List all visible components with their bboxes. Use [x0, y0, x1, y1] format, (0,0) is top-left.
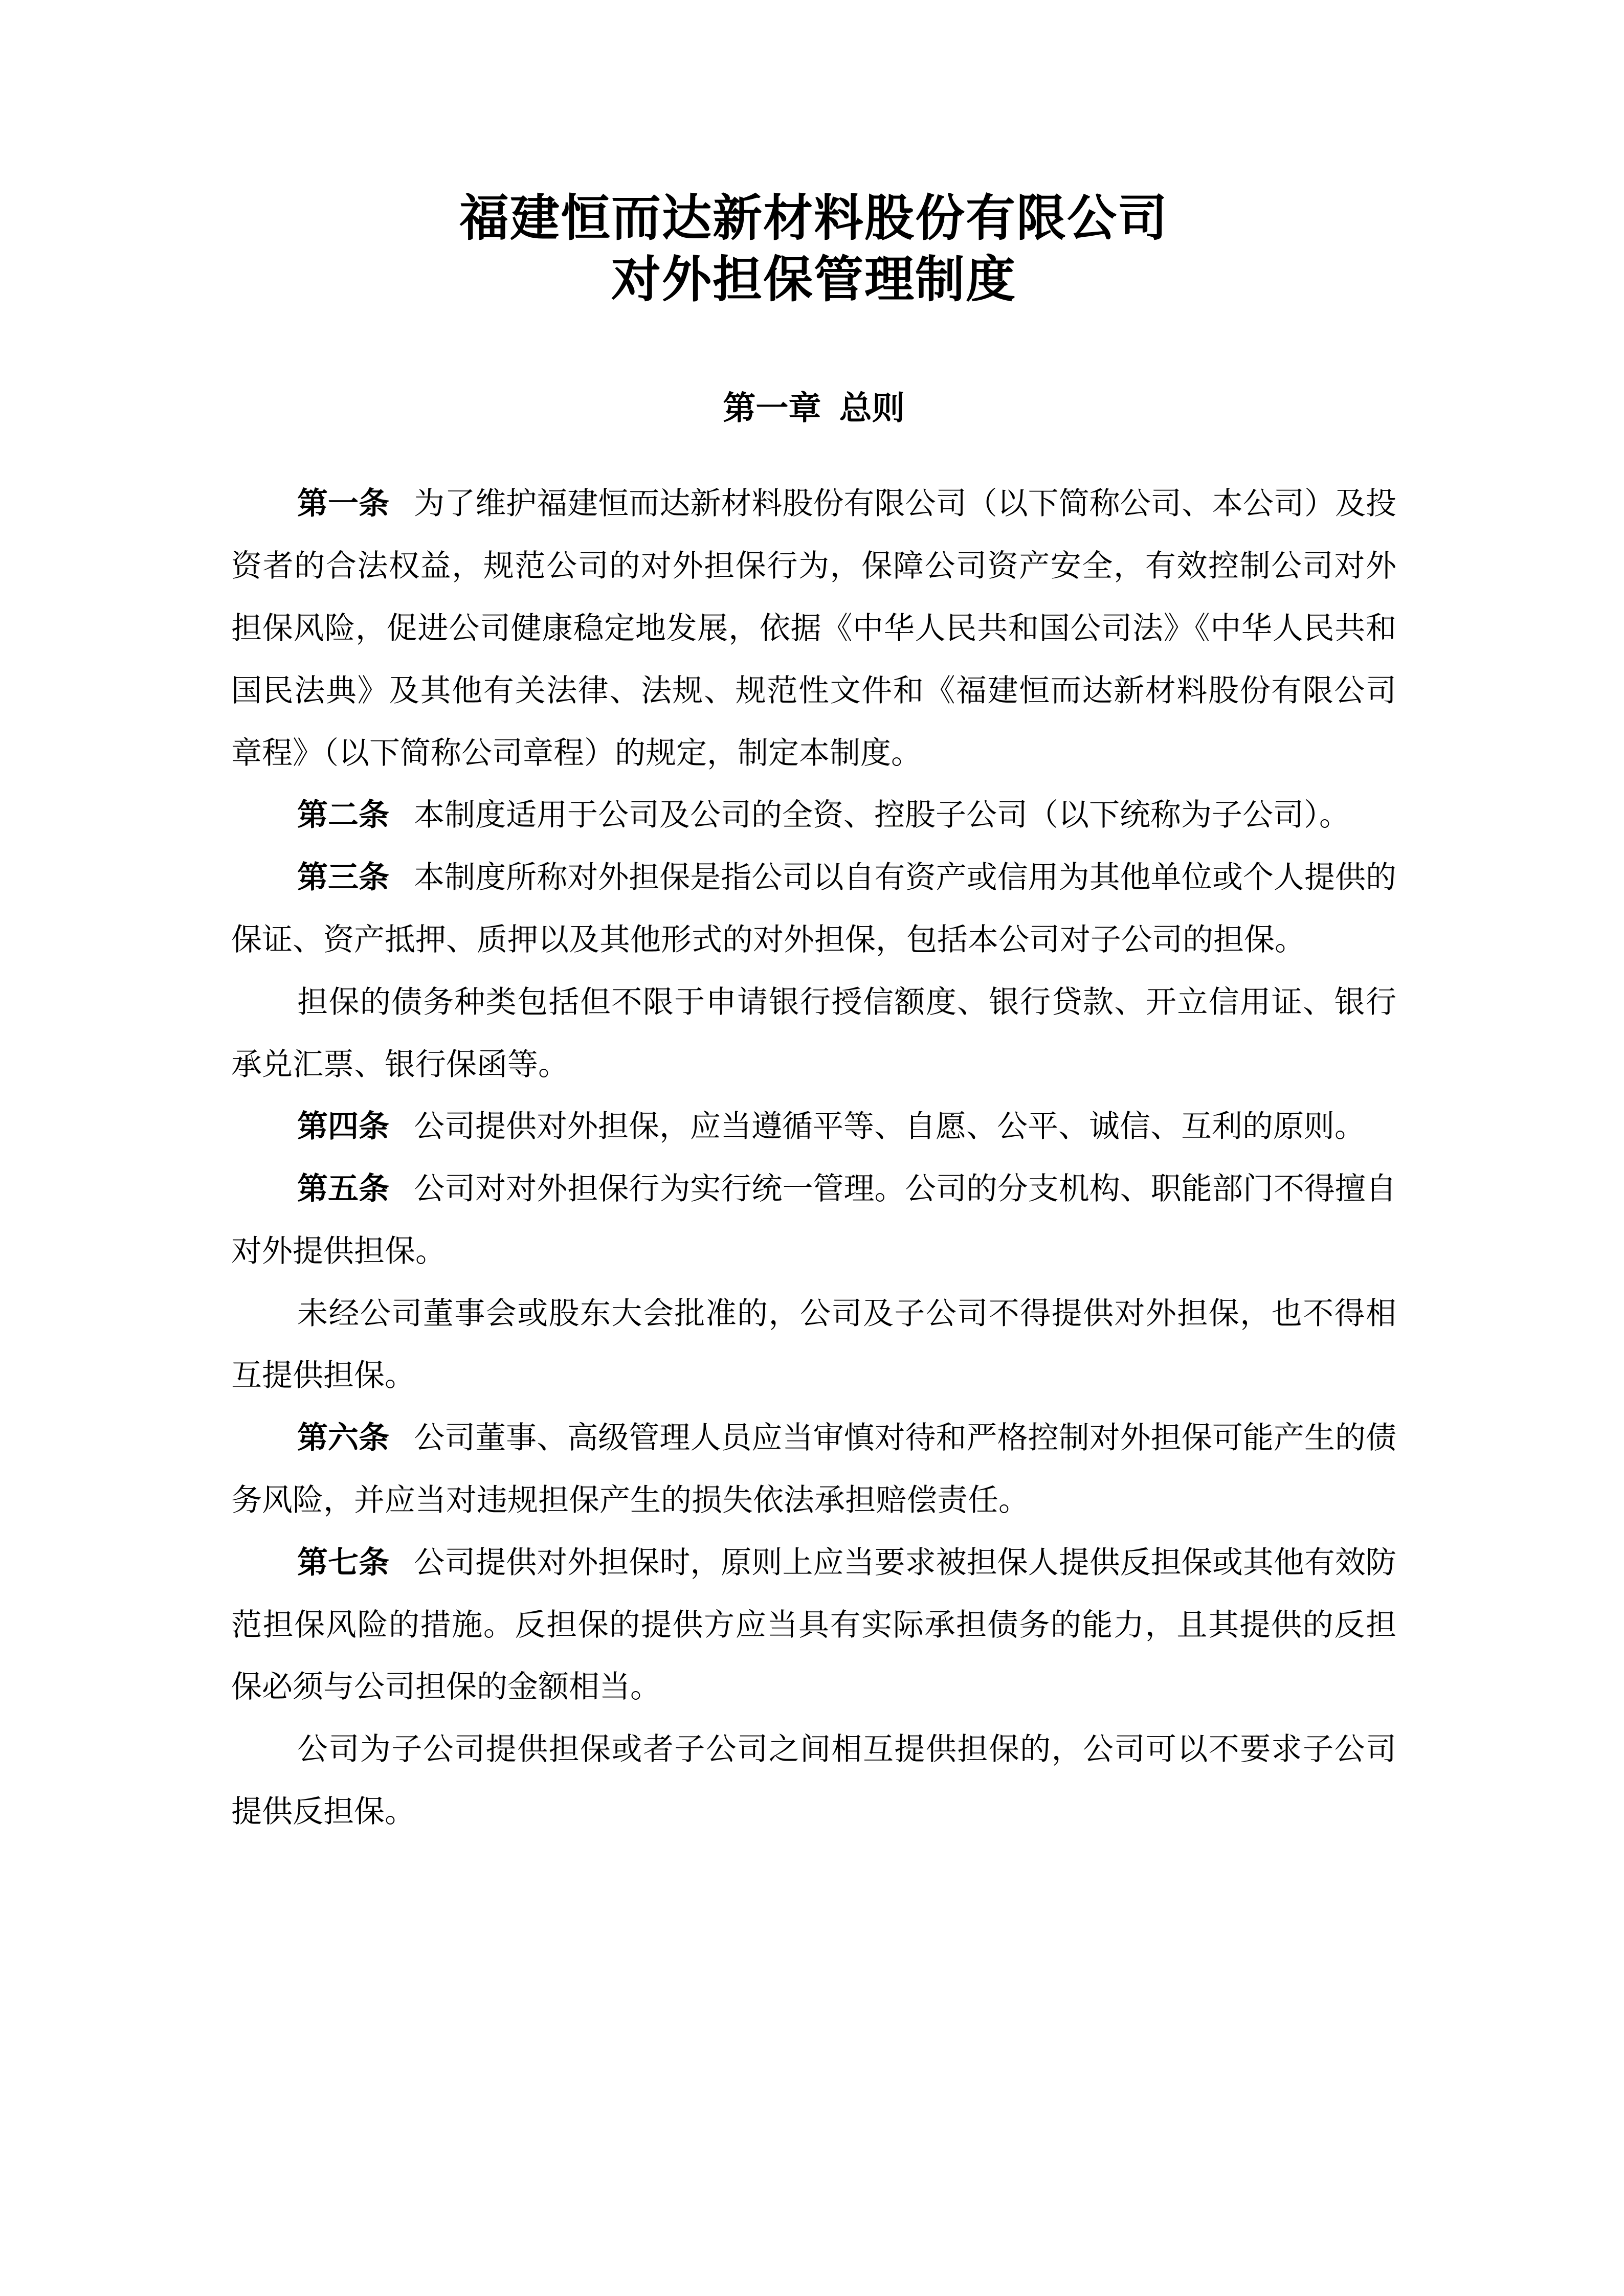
document-title-line2: 对外担保管理制度: [611, 253, 1016, 308]
article-label: 第六条: [297, 1421, 390, 1455]
paragraph-article-2: [231, 784, 1396, 847]
paragraph-article-3: [231, 847, 1396, 972]
article-text: 为了维护福建恒而达新材料股份有限公司（以下简称公司、本公司）及投资者的合法权益，规范公司的对外担保行为，保障公司资产安全，有效控制公司对外担保风险，促进公司健康稳定地发展，依据《中华人民共和国公司法》《中华人民共和国民法典》及其他有关法律、法规、规范性文件和《福建恒而达新材料股份有限公司章程》（以下简称公司章程）的规定，制定本制度。: [231, 487, 1397, 770]
paragraph-article-5: [231, 1158, 1396, 1283]
chapter-heading: [231, 389, 1396, 429]
article-text: 公司对对外担保行为实行统一管理。公司的分支机构、职能部门不得擅自对外提供担保。: [231, 1172, 1397, 1268]
article-text: 本制度所称对外担保是指公司以自有资产或信用为其他单位或个人提供的保证、资产抵押、质押以及其他形式的对外担保，包括本公司对子公司的担保。: [231, 861, 1397, 957]
article-text: 公司提供对外担保时，原则上应当要求被担保人提供反担保或其他有效防范担保风险的措施。反担保的提供方应当具有实际承担债务的能力，且其提供的反担保必须与公司担保的金额相当。: [231, 1545, 1397, 1704]
document-title: [231, 188, 1396, 311]
article-label: 第七条: [297, 1545, 390, 1580]
paragraph-article-5-continuation: [231, 1283, 1396, 1408]
article-label: 第三条: [297, 861, 390, 895]
paragraph-article-3-continuation: [231, 972, 1396, 1096]
article-text: 担保的债务种类包括但不限于申请银行授信额度、银行贷款、开立信用证、银行承兑汇票、银行保函等。: [231, 985, 1396, 1082]
article-label: 第二条: [297, 798, 389, 832]
paragraph-article-4: [231, 1096, 1396, 1158]
article-text: 未经公司董事会或股东大会批准的，公司及子公司不得提供对外担保，也不得相互提供担保。: [231, 1296, 1396, 1393]
article-text: 公司为子公司提供担保或者子公司之间相互提供担保的，公司可以不要求子公司提供反担保。: [231, 1732, 1396, 1829]
chapter-name: 总则: [839, 390, 905, 426]
article-text: 公司提供对外担保，应当遵循平等、自愿、公平、诚信、互利的原则。: [414, 1110, 1365, 1144]
article-text: 本制度适用于公司及公司的全资、控股子公司（以下统称为子公司）。: [414, 798, 1350, 832]
chapter-number: 第一章: [723, 390, 821, 426]
article-label: 第一条: [297, 487, 390, 521]
document-title-line1: 福建恒而达新材料股份有限公司: [459, 191, 1168, 246]
article-label: 第四条: [297, 1110, 389, 1144]
paragraph-article-1: [231, 473, 1396, 784]
article-text: 公司董事、高级管理人员应当审慎对待和严格控制对外担保可能产生的债务风险，并应当对违规担保产生的损失依法承担赔偿责任。: [231, 1421, 1397, 1518]
article-label: 第五条: [297, 1172, 390, 1206]
paragraph-article-7: [231, 1532, 1396, 1719]
paragraph-article-6: [231, 1407, 1396, 1532]
paragraph-article-7-continuation: [231, 1719, 1396, 1843]
document-body: [231, 473, 1396, 1843]
